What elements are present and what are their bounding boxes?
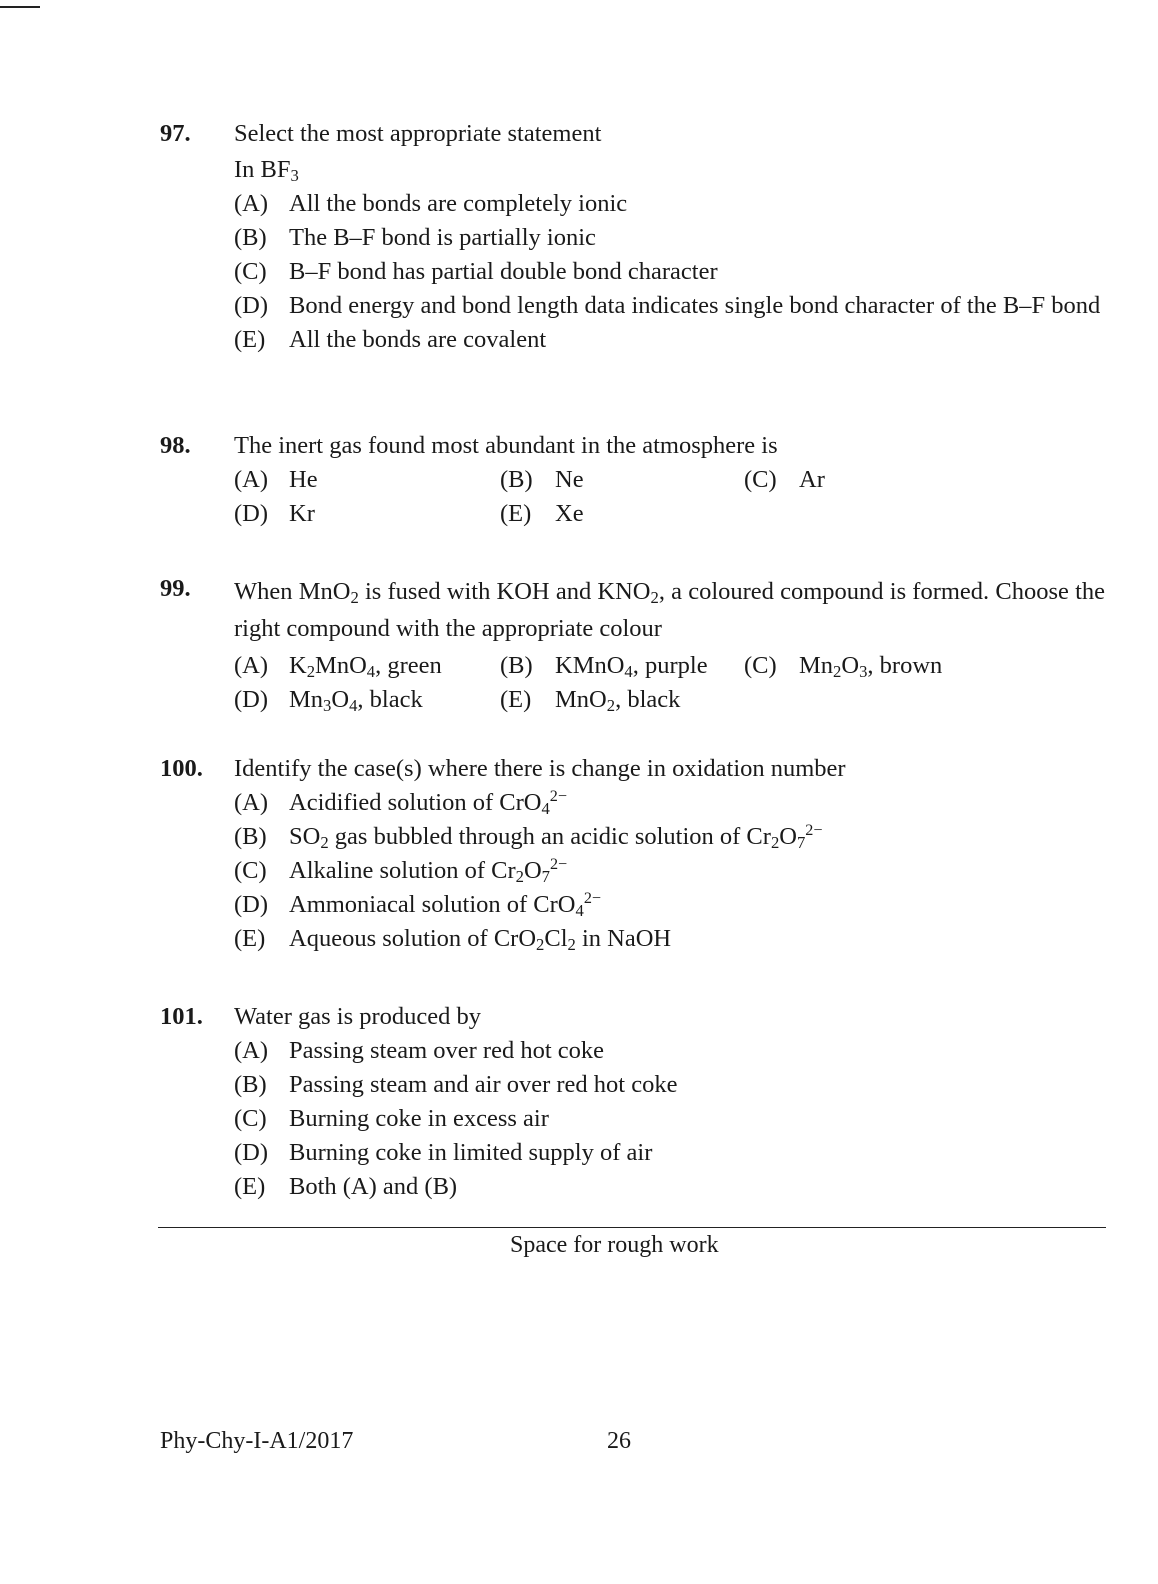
question-number: 97. <box>160 120 191 147</box>
option-c: (C) $Mn_2O_3$, brown <box>744 652 943 682</box>
option-e: (E) Xe <box>500 500 584 527</box>
question-number: 98. <box>160 432 191 459</box>
options-row-1 <box>234 464 1105 498</box>
question-number: 101. <box>160 1003 203 1030</box>
option-e: (E) Both (A) and (B) <box>234 1173 458 1200</box>
option-b: (B) $SO_2$ gas bubbled through an acidic solution of $Cr_2O_7^{2-}$ <box>234 822 823 853</box>
paper-code: Phy-Chy-I-A1/2017 <box>160 1428 354 1454</box>
option-c: (C) B–F bond has partial double bond character <box>234 258 718 285</box>
option-b: (B) Passing steam and air over red hot coke <box>234 1071 678 1098</box>
option-b: (B) The B–F bond is partially ionic <box>234 224 596 251</box>
rough-work-label: Space for rough work <box>510 1232 719 1258</box>
option-d: (D) Burning coke in limited supply of air <box>234 1139 653 1166</box>
option-a: (A) Acidified solution of CrO$_4^{2-}$ <box>234 788 567 819</box>
question-stem-line2: In $BF_3$ <box>234 156 299 186</box>
question-stem: Water gas is produced by <box>234 1003 482 1030</box>
option-a: (A) He <box>234 466 318 493</box>
option-c: (C) Alkaline solution of $Cr_2O_7^{2-}$ <box>234 856 568 887</box>
question-stem: Select the most appropriate statement <box>234 120 602 147</box>
question-stem: When MnO$_2$ is fused with KOH and $KNO_2$, a coloured compound is formed. Choose the right compound with the appropriate colour <box>234 578 1106 642</box>
option-e: (E) All the bonds are covalent <box>234 326 547 353</box>
option-e: (E) Aqueous solution of $CrO_2Cl_2$ in NaOH <box>234 925 672 955</box>
option-a: (A) All the bonds are completely ionic <box>234 190 628 217</box>
option-d: (D) Kr <box>234 500 315 527</box>
options-row-1 <box>234 650 1105 684</box>
options-row-2 <box>234 498 1105 532</box>
option-d: (D) Bond energy and bond length data indicates single bond character of the B–F bond <box>234 292 1101 319</box>
option-b: (B) Ne <box>500 466 584 493</box>
option-b: (B) KMnO$_4$, purple <box>500 652 708 682</box>
option-d: (D) Ammoniacal solution of CrO$_4^{2-}$ <box>234 890 602 921</box>
option-e: (E) MnO$_2$, black <box>500 686 681 716</box>
question-number: 99. <box>160 575 191 602</box>
question-number: 100. <box>160 755 203 782</box>
option-a: (A) $K_2MnO_4$, green <box>234 652 442 682</box>
divider-rule <box>158 1227 1106 1228</box>
corner-mark <box>0 6 40 8</box>
option-d: (D) $Mn_3O_4$, black <box>234 686 423 716</box>
question-stem: The inert gas found most abundant in the atmosphere is <box>234 432 778 459</box>
page-number: 26 <box>607 1428 631 1454</box>
option-a: (A) Passing steam over red hot coke <box>234 1037 605 1064</box>
options-row-2 <box>234 684 1105 718</box>
option-c: (C) Ar <box>744 466 825 493</box>
option-c: (C) Burning coke in excess air <box>234 1105 549 1132</box>
question-stem: Identify the case(s) where there is change in oxidation number <box>234 755 846 782</box>
